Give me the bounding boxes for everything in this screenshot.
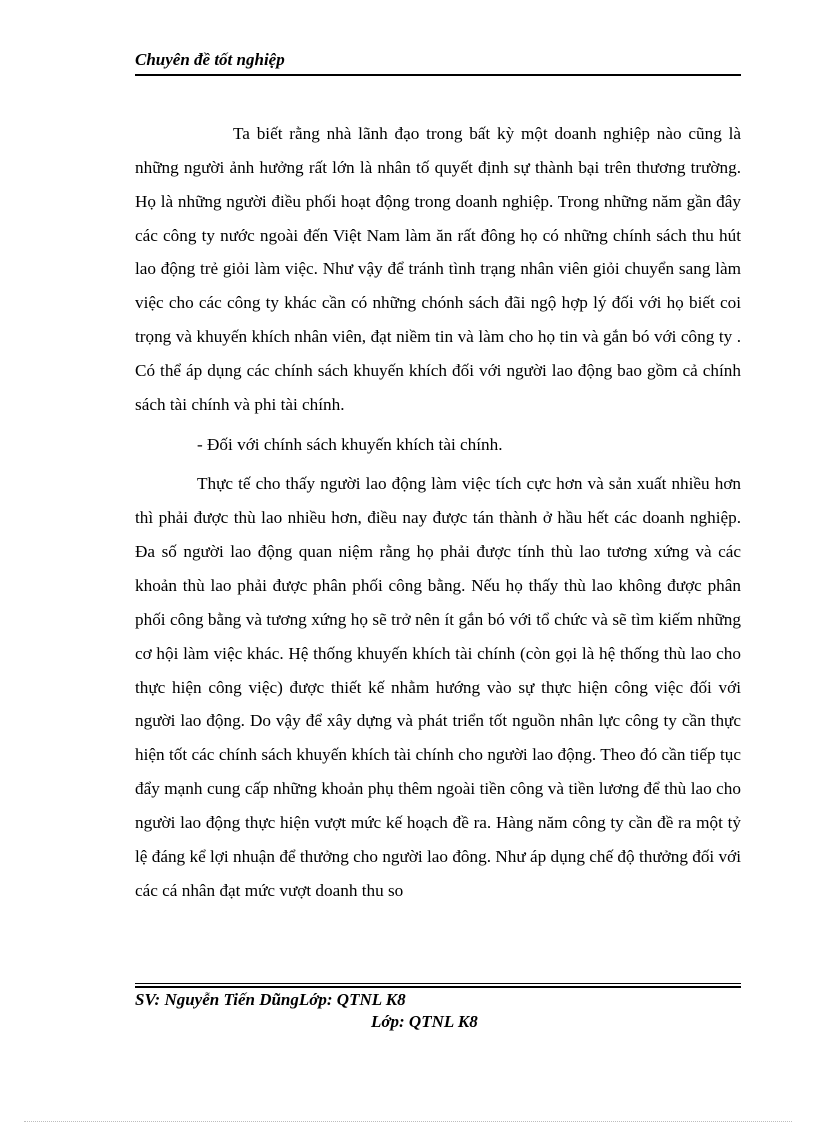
document-body [135, 117, 741, 907]
body-paragraph-1: Ta biết rằng nhà lãnh đạo trong bất kỳ một doanh nghiệp nào cũng là những người ảnh hưởng rất lớn là nhân tố quyết định sự thành bại trên thương trường. Họ là những người điều phối hoạt động trong doanh nghiệp. Trong những năm gần đây các công ty nước ngoài đến Việt Nam làm ăn rất đông họ có những chính sách thu hút lao động trẻ giỏi làm việc. Như vậy để tránh tình trạng nhân viên giỏi chuyển sang làm việc cho các công ty khác cần có những chónh sách đãi ngộ hợp lý đối với họ biết coi trọng và khuyến khích nhân viên, đạt niềm tin và làm cho họ tin và gắn bó với công ty . Có thể áp dụng các chính sách khuyến khích đối với người lao động bao gồm cả chính sách tài chính và phi tài chính. [135, 124, 741, 414]
footer-divider-thick [135, 986, 741, 988]
footer-class-line: Lớp: QTNL K8 [371, 1012, 478, 1031]
body-paragraph-3: Thực tế cho thấy người lao động làm việc tích cực hơn và sản xuất nhiều hơn thì phải được thù lao nhiều hơn, điều nay được tán thành ở hầu hết các doanh nghiệp. Đa số người lao động quan niệm rằng họ phải được tính thù lao tương xứng và các khoản thù lao phải được phân phối công bằng. Nếu họ thấy thù lao không được phân phối công bằng và tương xứng họ sẽ trở nên ít gắn bó với tổ chức và sẽ tìm kiếm những cơ hội làm việc khác. Hệ thống khuyến khích tài chính (còn gọi là hệ thống thù lao cho thực hiện công việc) được thiết kế nhằm hướng vào sự thực hiện công việc đối với người lao động. Do vậy để xây dựng và phát triển tốt nguồn nhân lực công ty cần thực hiện tốt các chính sách khuyến khích tài chính cho người lao động. Theo đó cần tiếp tục đẩy mạnh cung cấp những khoản phụ thêm ngoài tiền công và tiền lương để thù lao cho người lao động thực hiện vượt mức kế hoạch đề ra. Hàng năm công ty cần đề ra một tỷ lệ đáng kể lợi nhuận để thưởng cho người lao đông. Như áp dụng chế độ thưởng đối với các cá nhân đạt mức vượt doanh thu so [135, 474, 741, 900]
page-boundary [24, 1121, 792, 1122]
page-header [135, 50, 741, 76]
footer-student-line: SV: Nguyễn Tiến DũngLớp: QTNL K8 [135, 990, 406, 1009]
body-paragraph-2-subheading: - Đối với chính sách khuyến khích tài chính. [197, 434, 503, 454]
footer-divider-thin [135, 983, 741, 984]
header-title: Chuyên đề tốt nghiệp [135, 50, 285, 69]
